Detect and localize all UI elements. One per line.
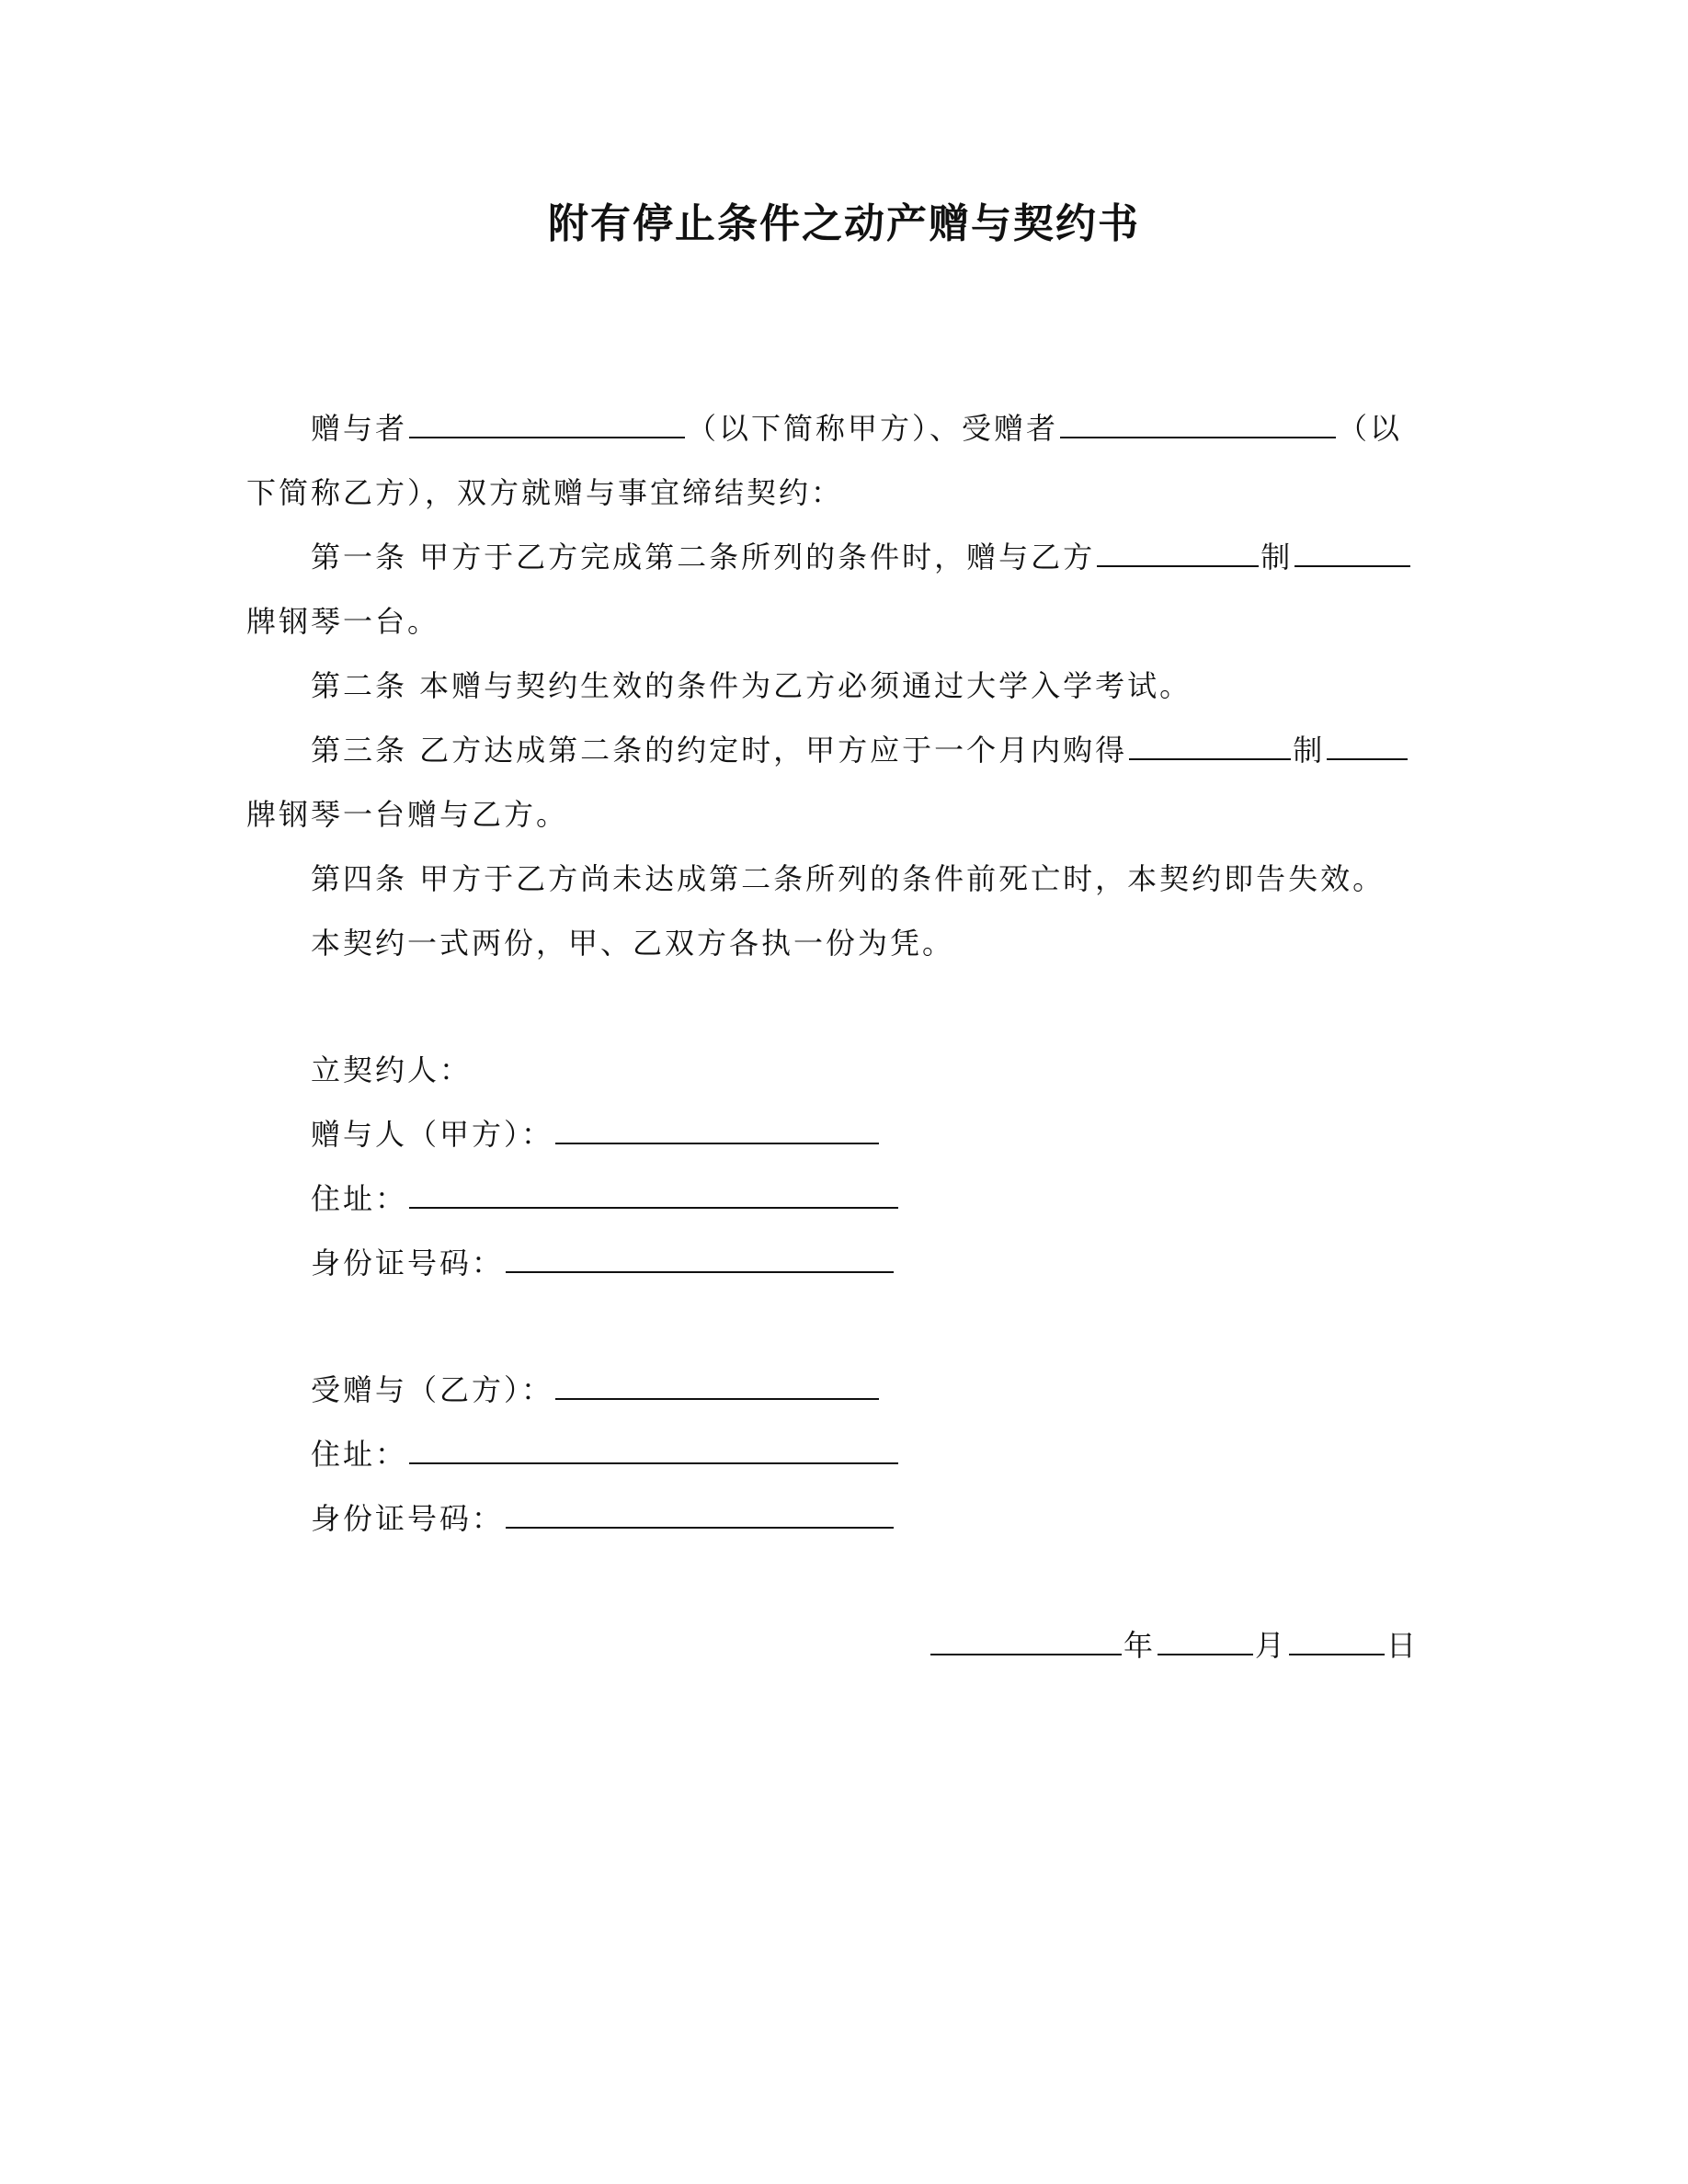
document-title: 附有停止条件之动产赠与契约书 — [548, 200, 1140, 247]
day-blank[interactable] — [1289, 1626, 1385, 1655]
article-1-brand-blank[interactable] — [1295, 538, 1410, 567]
article-1-line-2: 牌钢琴一台。 — [246, 604, 440, 639]
donor-signature-row — [311, 1114, 881, 1155]
donor-label: 赠与者 — [311, 411, 408, 446]
article-1-maker-blank[interactable] — [1097, 538, 1259, 567]
donor-id-blank[interactable] — [506, 1244, 894, 1273]
article-1-make: 制 — [1260, 540, 1294, 574]
month-label: 月 — [1255, 1628, 1288, 1663]
donor-address-row — [311, 1178, 900, 1219]
signatories-heading: 立契约人： — [311, 1052, 473, 1087]
recipient-address-label: 住址： — [311, 1437, 408, 1472]
donor-id-label: 身份证号码： — [311, 1246, 505, 1280]
article-3-brand-blank[interactable] — [1327, 731, 1408, 760]
article-1-line-1 — [311, 537, 1412, 577]
date-row — [929, 1625, 1419, 1666]
recipient-name-blank[interactable] — [1060, 409, 1336, 438]
month-blank[interactable] — [1158, 1626, 1253, 1655]
recipient-signature-label: 受赠与（乙方）： — [311, 1372, 554, 1407]
donor-id-row — [311, 1243, 895, 1283]
recipient-id-row — [311, 1498, 895, 1539]
recipient-abbrev-start: （以 — [1338, 411, 1403, 446]
article-1-text: 第一条 甲方于乙方完成第二条所列的条件时，赠与乙方 — [311, 540, 1096, 574]
donor-signature-blank[interactable] — [555, 1115, 879, 1144]
recipient-signature-row — [311, 1370, 881, 1410]
recipient-id-label: 身份证号码： — [311, 1501, 505, 1536]
article-4: 第四条 甲方于乙方尚未达成第二条所列的条件前死亡时，本契约即告失效。 — [311, 861, 1386, 896]
recipient-id-blank[interactable] — [506, 1499, 894, 1529]
donor-address-blank[interactable] — [409, 1179, 898, 1209]
copies-clause: 本契约一式两份，甲、乙双方各执一份为凭。 — [311, 926, 955, 961]
donor-name-blank[interactable] — [409, 409, 685, 438]
recipient-signature-blank[interactable] — [555, 1371, 879, 1400]
donor-abbrev: （以下简称甲方）、受赠者 — [687, 411, 1059, 446]
donor-signature-label: 赠与人（甲方）： — [311, 1117, 554, 1152]
recipient-address-blank[interactable] — [409, 1435, 898, 1464]
article-3-make: 制 — [1293, 733, 1326, 768]
article-3-line-1 — [311, 730, 1409, 770]
intro-line-2: 下简称乙方），双方就赠与事宜缔结契约： — [246, 475, 844, 510]
recipient-address-row — [311, 1434, 900, 1474]
intro-line-1 — [311, 408, 1402, 449]
article-3-line-2: 牌钢琴一台赠与乙方。 — [246, 797, 569, 832]
year-blank[interactable] — [930, 1626, 1122, 1655]
article-2: 第二条 本赠与契约生效的条件为乙方必须通过大学入学考试。 — [311, 668, 1192, 703]
year-label: 年 — [1123, 1628, 1157, 1663]
donor-address-label: 住址： — [311, 1181, 408, 1216]
day-label: 日 — [1386, 1628, 1420, 1663]
article-3-text: 第三条 乙方达成第二条的约定时，甲方应于一个月内购得 — [311, 733, 1128, 768]
article-3-maker-blank[interactable] — [1129, 731, 1291, 760]
